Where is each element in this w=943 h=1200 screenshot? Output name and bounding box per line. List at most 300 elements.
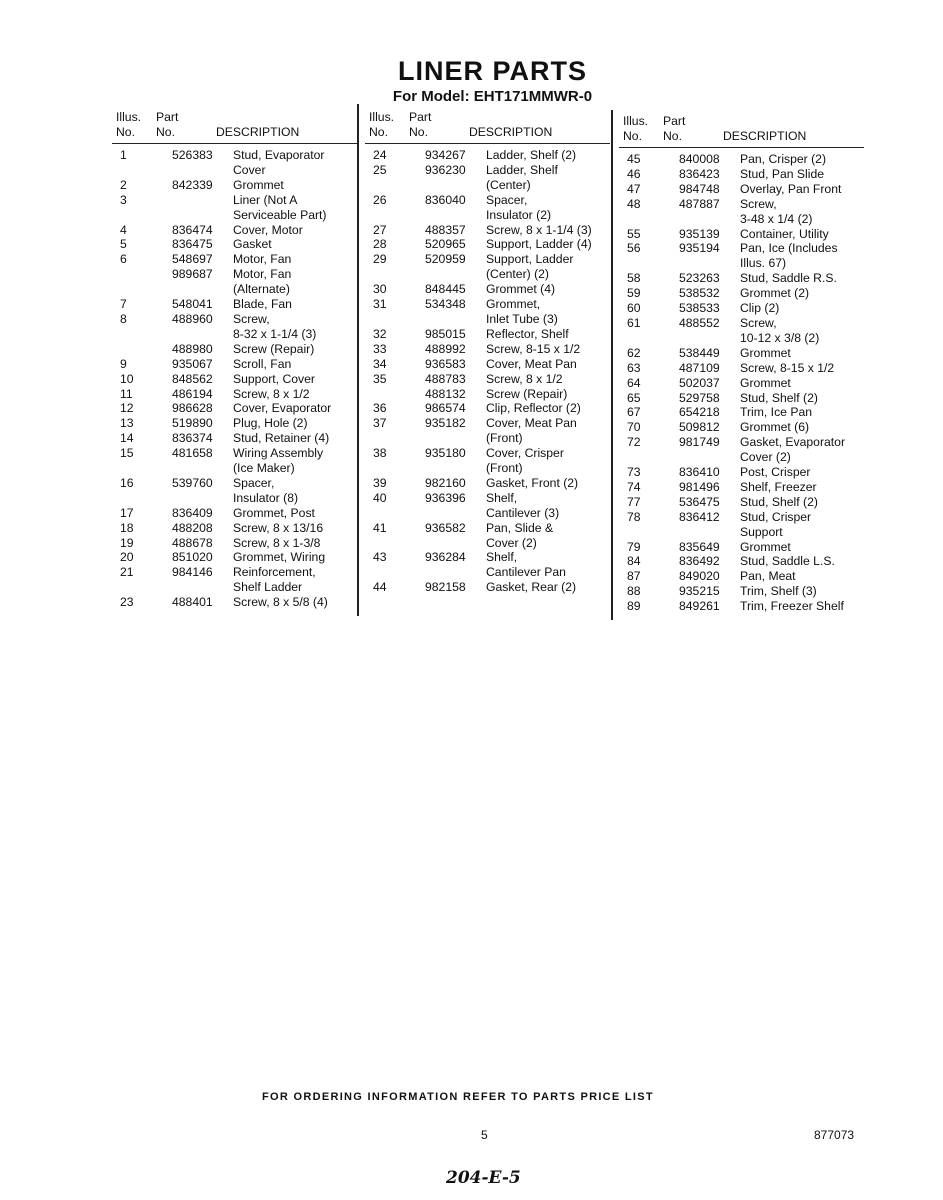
part-number: 836492 bbox=[679, 554, 720, 569]
part-number: 934267 bbox=[425, 148, 466, 162]
part-number: 984146 bbox=[172, 565, 213, 580]
illus-number: 2 bbox=[120, 177, 127, 192]
part-description: Scroll, Fan bbox=[233, 356, 292, 371]
illus-number: 89 bbox=[627, 599, 641, 614]
table-row bbox=[112, 357, 357, 372]
part-description: Pan, Meat bbox=[740, 569, 796, 584]
part-number: 488992 bbox=[425, 341, 466, 356]
illus-number: 14 bbox=[120, 431, 134, 446]
part-number: 502037 bbox=[679, 375, 720, 390]
part-number: 548041 bbox=[172, 297, 213, 312]
table-row bbox=[112, 387, 357, 402]
part-number: 849261 bbox=[679, 599, 720, 614]
part-number: 935180 bbox=[425, 446, 466, 461]
illus-number: 77 bbox=[627, 494, 641, 509]
illus-number: 67 bbox=[627, 405, 641, 420]
part-number: 935215 bbox=[679, 584, 720, 599]
part-description: Spacer, Insulator (8) bbox=[233, 475, 299, 505]
table-row bbox=[112, 446, 357, 476]
table-row bbox=[112, 476, 357, 506]
table-row bbox=[365, 416, 610, 446]
part-description: Grommet, Wiring bbox=[233, 550, 326, 565]
part-number: 986628 bbox=[172, 401, 213, 416]
part-number: 486194 bbox=[172, 386, 213, 401]
part-description: Reinforcement, Shelf Ladder bbox=[233, 565, 316, 595]
table-row bbox=[365, 372, 610, 387]
table-row bbox=[619, 376, 864, 391]
illus-number: 6 bbox=[120, 252, 127, 267]
illus-number: 26 bbox=[373, 192, 387, 207]
illus-number: 31 bbox=[373, 297, 387, 312]
part-description: Post, Crisper bbox=[740, 465, 811, 480]
table-row bbox=[112, 297, 357, 312]
table-row bbox=[112, 595, 357, 610]
table-row bbox=[365, 342, 610, 357]
part-description: Stud, Shelf (2) bbox=[740, 494, 818, 509]
illus-number: 1 bbox=[120, 148, 127, 162]
table-row bbox=[112, 401, 357, 416]
header-part: Part bbox=[156, 110, 179, 124]
illus-number: 35 bbox=[373, 371, 387, 386]
part-description: Screw, 8-15 x 1/2 bbox=[486, 341, 581, 356]
part-description: Motor, Fan bbox=[233, 252, 292, 267]
illus-number: 12 bbox=[120, 401, 134, 416]
part-number: 488132 bbox=[425, 386, 466, 401]
part-description: Plug, Hole (2) bbox=[233, 416, 308, 431]
table-row bbox=[619, 554, 864, 569]
part-number: 840008 bbox=[679, 152, 720, 166]
table-row bbox=[365, 357, 610, 372]
table-row bbox=[619, 420, 864, 435]
part-number: 936284 bbox=[425, 550, 466, 565]
part-number: 851020 bbox=[172, 550, 213, 565]
document-number: 877073 bbox=[814, 1128, 855, 1142]
part-description: Screw (Repair) bbox=[233, 341, 315, 356]
table-row bbox=[112, 252, 357, 267]
header-description: DESCRIPTION bbox=[469, 125, 553, 139]
part-number: 519890 bbox=[172, 416, 213, 431]
part-description: Blade, Fan bbox=[233, 297, 292, 312]
part-number: 526383 bbox=[172, 148, 213, 162]
illus-number: 41 bbox=[373, 520, 387, 535]
illus-number: 28 bbox=[373, 237, 387, 252]
part-description: Screw, 8 x 1-3/8 bbox=[233, 535, 321, 550]
header-part: Part bbox=[409, 110, 432, 124]
illus-number: 40 bbox=[373, 490, 387, 505]
part-number: 529758 bbox=[679, 390, 720, 405]
table-row bbox=[619, 599, 864, 614]
header-row-2 bbox=[619, 129, 864, 148]
illus-number: 29 bbox=[373, 252, 387, 267]
illus-number: 78 bbox=[627, 509, 641, 524]
table-row bbox=[112, 536, 357, 551]
part-description: Clip, Reflector (2) bbox=[486, 401, 581, 416]
header-part-no: No. bbox=[409, 125, 428, 139]
table-row bbox=[365, 148, 610, 163]
header-part-no: No. bbox=[156, 125, 175, 139]
illus-number: 27 bbox=[373, 222, 387, 237]
table-row bbox=[112, 193, 357, 223]
part-description: Stud, Retainer (4) bbox=[233, 431, 330, 446]
illus-number: 3 bbox=[120, 192, 127, 207]
part-description: Container, Utility bbox=[740, 226, 829, 241]
table-row bbox=[619, 510, 864, 540]
illus-number: 36 bbox=[373, 401, 387, 416]
illus-number: 25 bbox=[373, 162, 387, 177]
part-description: Grommet bbox=[740, 539, 791, 554]
part-number: 935182 bbox=[425, 416, 466, 431]
part-description: Pan, Ice (Includes Illus. 67) bbox=[740, 241, 838, 271]
part-description: Stud, Pan Slide bbox=[740, 166, 825, 181]
header-description: DESCRIPTION bbox=[723, 129, 807, 143]
table-row bbox=[112, 148, 357, 178]
table-row bbox=[619, 569, 864, 584]
part-description: Shelf, Freezer bbox=[740, 479, 817, 494]
part-number: 488401 bbox=[172, 595, 213, 610]
illus-number: 45 bbox=[627, 152, 641, 166]
illus-number: 74 bbox=[627, 479, 641, 494]
part-number: 488980 bbox=[172, 341, 213, 356]
part-number: 836474 bbox=[172, 222, 213, 237]
table-row bbox=[619, 152, 864, 167]
illus-number: 16 bbox=[120, 475, 134, 490]
part-number: 520965 bbox=[425, 237, 466, 252]
table-row bbox=[365, 580, 610, 595]
table-row bbox=[619, 286, 864, 301]
illus-number: 4 bbox=[120, 222, 127, 237]
part-description: Gasket, Evaporator Cover (2) bbox=[740, 435, 845, 465]
part-description: Ladder, Shelf (Center) bbox=[486, 162, 558, 192]
illus-number: 58 bbox=[627, 271, 641, 286]
part-description: Cover, Meat Pan bbox=[486, 356, 577, 371]
illus-number: 8 bbox=[120, 311, 127, 326]
parts-column-1 bbox=[112, 110, 357, 610]
part-description: Cover, Crisper (Front) bbox=[486, 446, 564, 476]
part-description: Screw, 8 x 13/16 bbox=[233, 520, 324, 535]
table-row bbox=[112, 312, 357, 342]
part-description: Grommet bbox=[233, 177, 284, 192]
part-description: Stud, Evaporator Cover bbox=[233, 148, 325, 177]
table-row bbox=[365, 297, 610, 327]
part-description: Motor, Fan (Alternate) bbox=[233, 267, 292, 297]
part-number: 534348 bbox=[425, 297, 466, 312]
part-description: Grommet bbox=[740, 375, 791, 390]
illus-number: 56 bbox=[627, 241, 641, 256]
table-row bbox=[619, 241, 864, 271]
part-number: 981496 bbox=[679, 479, 720, 494]
illus-number: 55 bbox=[627, 226, 641, 241]
part-description: Cover, Meat Pan (Front) bbox=[486, 416, 577, 446]
part-description: Screw, 8 x 5/8 (4) bbox=[233, 595, 328, 610]
illus-number: 38 bbox=[373, 446, 387, 461]
part-number: 836412 bbox=[679, 509, 720, 524]
illus-number: 48 bbox=[627, 196, 641, 211]
table-row bbox=[365, 446, 610, 476]
part-number: 488552 bbox=[679, 315, 720, 330]
part-number: 488208 bbox=[172, 520, 213, 535]
table-row bbox=[619, 182, 864, 197]
table-row bbox=[365, 237, 610, 252]
table-row bbox=[619, 346, 864, 361]
illus-number: 70 bbox=[627, 420, 641, 435]
part-number: 836475 bbox=[172, 237, 213, 252]
table-row bbox=[365, 223, 610, 238]
model-subtitle: For Model: EHT171MMWR-0 bbox=[392, 88, 593, 105]
illus-number: 59 bbox=[627, 286, 641, 301]
part-description: Screw, 8 x 1/2 bbox=[233, 386, 310, 401]
illus-number: 43 bbox=[373, 550, 387, 565]
table-row bbox=[365, 193, 610, 223]
illus-number: 60 bbox=[627, 301, 641, 316]
table-row bbox=[619, 301, 864, 316]
table-row bbox=[112, 237, 357, 252]
table-row bbox=[619, 167, 864, 182]
header-row-1 bbox=[112, 110, 357, 125]
illus-number: 47 bbox=[627, 181, 641, 196]
part-description: Screw (Repair) bbox=[486, 386, 568, 401]
part-description: Screw, 8-15 x 1/2 bbox=[740, 360, 835, 375]
part-number: 849020 bbox=[679, 569, 720, 584]
table-row bbox=[365, 491, 610, 521]
part-description: Stud, Shelf (2) bbox=[740, 390, 818, 405]
part-number: 936230 bbox=[425, 162, 466, 177]
table-row bbox=[112, 267, 357, 297]
part-number: 986574 bbox=[425, 401, 466, 416]
part-description: Gasket, Front (2) bbox=[486, 475, 579, 490]
illus-number: 46 bbox=[627, 166, 641, 181]
table-row bbox=[619, 584, 864, 599]
part-description: Pan, Slide & Cover (2) bbox=[486, 520, 554, 550]
illus-number: 24 bbox=[373, 148, 387, 162]
illus-number: 23 bbox=[120, 595, 134, 610]
illus-number: 13 bbox=[120, 416, 134, 431]
part-number: 936396 bbox=[425, 490, 466, 505]
table-row bbox=[365, 282, 610, 297]
illus-number: 9 bbox=[120, 356, 127, 371]
illus-number: 88 bbox=[627, 584, 641, 599]
part-description: Grommet (4) bbox=[486, 282, 556, 297]
part-description: Spacer, Insulator (2) bbox=[486, 192, 552, 222]
part-number: 539760 bbox=[172, 475, 213, 490]
header-illus: Illus. bbox=[623, 114, 649, 128]
illus-number: 20 bbox=[120, 550, 134, 565]
part-description: Screw, 3-48 x 1/4 (2) bbox=[740, 196, 813, 226]
ordering-note: FOR ORDERING INFORMATION REFER TO PARTS PRICE LIST bbox=[262, 1091, 654, 1103]
part-description: Cover, Evaporator bbox=[233, 401, 332, 416]
table-row bbox=[619, 361, 864, 376]
part-number: 989687 bbox=[172, 267, 213, 282]
table-row bbox=[619, 465, 864, 480]
illus-number: 10 bbox=[120, 371, 134, 386]
table-row bbox=[619, 271, 864, 286]
part-description: Screw, 10-12 x 3/8 (2) bbox=[740, 315, 820, 345]
header-row-2 bbox=[112, 125, 357, 144]
illus-number: 33 bbox=[373, 341, 387, 356]
table-row bbox=[365, 550, 610, 580]
table-row bbox=[112, 521, 357, 536]
part-number: 936583 bbox=[425, 356, 466, 371]
part-number: 481658 bbox=[172, 446, 213, 461]
part-number: 654218 bbox=[679, 405, 720, 420]
table-row bbox=[619, 391, 864, 406]
header-illus-no: No. bbox=[369, 125, 388, 139]
parts-column-3 bbox=[619, 114, 864, 614]
part-number: 538533 bbox=[679, 301, 720, 316]
illus-number: 32 bbox=[373, 326, 387, 341]
table-row bbox=[619, 316, 864, 346]
part-description: Stud, Saddle R.S. bbox=[740, 271, 837, 286]
column-divider bbox=[611, 110, 613, 620]
part-number: 982158 bbox=[425, 580, 466, 595]
part-number: 836410 bbox=[679, 465, 720, 480]
part-description: Reflector, Shelf bbox=[486, 326, 569, 341]
illus-number: 21 bbox=[120, 565, 134, 580]
part-description: Cover, Motor bbox=[233, 222, 303, 237]
page-number: 5 bbox=[481, 1128, 488, 1142]
part-number: 488783 bbox=[425, 371, 466, 386]
illus-number: 30 bbox=[373, 282, 387, 297]
part-description: Trim, Ice Pan bbox=[740, 405, 813, 420]
part-number: 523263 bbox=[679, 271, 720, 286]
part-number: 836423 bbox=[679, 166, 720, 181]
part-number: 538449 bbox=[679, 345, 720, 360]
part-number: 984748 bbox=[679, 181, 720, 196]
table-row bbox=[619, 405, 864, 420]
illus-number: 72 bbox=[627, 435, 641, 450]
part-description: Grommet, Inlet Tube (3) bbox=[486, 297, 558, 326]
illus-number: 7 bbox=[120, 297, 127, 312]
table-row bbox=[619, 495, 864, 510]
illus-number: 11 bbox=[120, 386, 133, 401]
illus-number: 17 bbox=[120, 505, 134, 520]
part-number: 936582 bbox=[425, 520, 466, 535]
part-description: Shelf, Cantilever Pan bbox=[486, 550, 566, 580]
part-number: 536475 bbox=[679, 494, 720, 509]
handwritten-note: 204-E-5 bbox=[446, 1168, 521, 1188]
part-number: 487887 bbox=[679, 196, 720, 211]
table-row bbox=[112, 431, 357, 446]
part-number: 836374 bbox=[172, 431, 213, 446]
illus-number: 19 bbox=[120, 535, 134, 550]
illus-number: 5 bbox=[120, 237, 127, 252]
illus-number: 34 bbox=[373, 356, 387, 371]
part-description: Wiring Assembly (Ice Maker) bbox=[233, 446, 324, 476]
part-description: Support, Ladder (4) bbox=[486, 237, 592, 252]
table-row bbox=[365, 476, 610, 491]
table-row bbox=[112, 416, 357, 431]
header-illus: Illus. bbox=[369, 110, 395, 124]
header-part-no: No. bbox=[663, 129, 682, 143]
illus-number: 62 bbox=[627, 345, 641, 360]
table-row bbox=[112, 506, 357, 521]
illus-number: 64 bbox=[627, 375, 641, 390]
part-number: 935194 bbox=[679, 241, 720, 256]
part-description: Stud, Saddle L.S. bbox=[740, 554, 835, 569]
illus-number: 44 bbox=[373, 580, 387, 595]
part-number: 835649 bbox=[679, 539, 720, 554]
part-number: 488678 bbox=[172, 535, 213, 550]
part-description: Pan, Crisper (2) bbox=[740, 152, 827, 166]
part-number: 842339 bbox=[172, 177, 213, 192]
part-description: Gasket bbox=[233, 237, 272, 252]
illus-number: 63 bbox=[627, 360, 641, 375]
table-row bbox=[365, 252, 610, 282]
table-row bbox=[112, 223, 357, 238]
part-number: 848562 bbox=[172, 371, 213, 386]
illus-number: 18 bbox=[120, 520, 134, 535]
part-number: 520959 bbox=[425, 252, 466, 267]
part-number: 488357 bbox=[425, 222, 466, 237]
illus-number: 84 bbox=[627, 554, 641, 569]
part-number: 935139 bbox=[679, 226, 720, 241]
part-description: Trim, Freezer Shelf bbox=[740, 599, 844, 614]
part-description: Screw, 8-32 x 1-1/4 (3) bbox=[233, 311, 317, 341]
header-row-1 bbox=[365, 110, 610, 125]
part-number: 487109 bbox=[679, 360, 720, 375]
part-number: 985015 bbox=[425, 326, 466, 341]
header-row-2 bbox=[365, 125, 610, 144]
table-row bbox=[112, 342, 357, 357]
table-row bbox=[365, 327, 610, 342]
illus-number: 87 bbox=[627, 569, 641, 584]
illus-number: 79 bbox=[627, 539, 641, 554]
table-row bbox=[365, 163, 610, 193]
part-description: Ladder, Shelf (2) bbox=[486, 148, 577, 162]
page-title: LINER PARTS bbox=[397, 56, 587, 86]
part-description: Screw, 8 x 1-1/4 (3) bbox=[486, 222, 592, 237]
header-illus: Illus. bbox=[116, 110, 142, 124]
part-description: Stud, Crisper Support bbox=[740, 509, 812, 539]
table-row bbox=[619, 480, 864, 495]
part-description: Gasket, Rear (2) bbox=[486, 580, 577, 595]
part-number: 509812 bbox=[679, 420, 720, 435]
part-description: Overlay, Pan Front bbox=[740, 181, 842, 196]
part-description: Grommet (2) bbox=[740, 286, 810, 301]
part-number: 836409 bbox=[172, 505, 213, 520]
header-illus-no: No. bbox=[116, 125, 135, 139]
illus-number: 61 bbox=[627, 315, 641, 330]
illus-number: 15 bbox=[120, 446, 134, 461]
part-description: Liner (Not A Serviceable Part) bbox=[233, 192, 327, 222]
table-row bbox=[112, 178, 357, 193]
part-description: Support, Cover bbox=[233, 371, 315, 386]
part-description: Trim, Shelf (3) bbox=[740, 584, 817, 599]
part-number: 935067 bbox=[172, 356, 213, 371]
header-illus-no: No. bbox=[623, 129, 642, 143]
table-row bbox=[112, 565, 357, 595]
part-description: Shelf, Cantilever (3) bbox=[486, 490, 560, 520]
part-description: Grommet bbox=[740, 345, 791, 360]
illus-number: 37 bbox=[373, 416, 387, 431]
part-number: 548697 bbox=[172, 252, 213, 267]
table-row bbox=[619, 227, 864, 242]
part-description: Clip (2) bbox=[740, 301, 780, 316]
parts-column-2 bbox=[365, 110, 610, 595]
illus-number: 65 bbox=[627, 390, 641, 405]
header-part: Part bbox=[663, 114, 686, 128]
header-description: DESCRIPTION bbox=[216, 125, 300, 139]
table-row bbox=[365, 387, 610, 402]
header-row-1 bbox=[619, 114, 864, 129]
table-row bbox=[619, 197, 864, 227]
part-number: 848445 bbox=[425, 282, 466, 297]
part-description: Support, Ladder (Center) (2) bbox=[486, 252, 574, 282]
table-row bbox=[112, 550, 357, 565]
table-row bbox=[365, 521, 610, 551]
part-number: 982160 bbox=[425, 475, 466, 490]
part-number: 836040 bbox=[425, 192, 466, 207]
table-row bbox=[619, 435, 864, 465]
